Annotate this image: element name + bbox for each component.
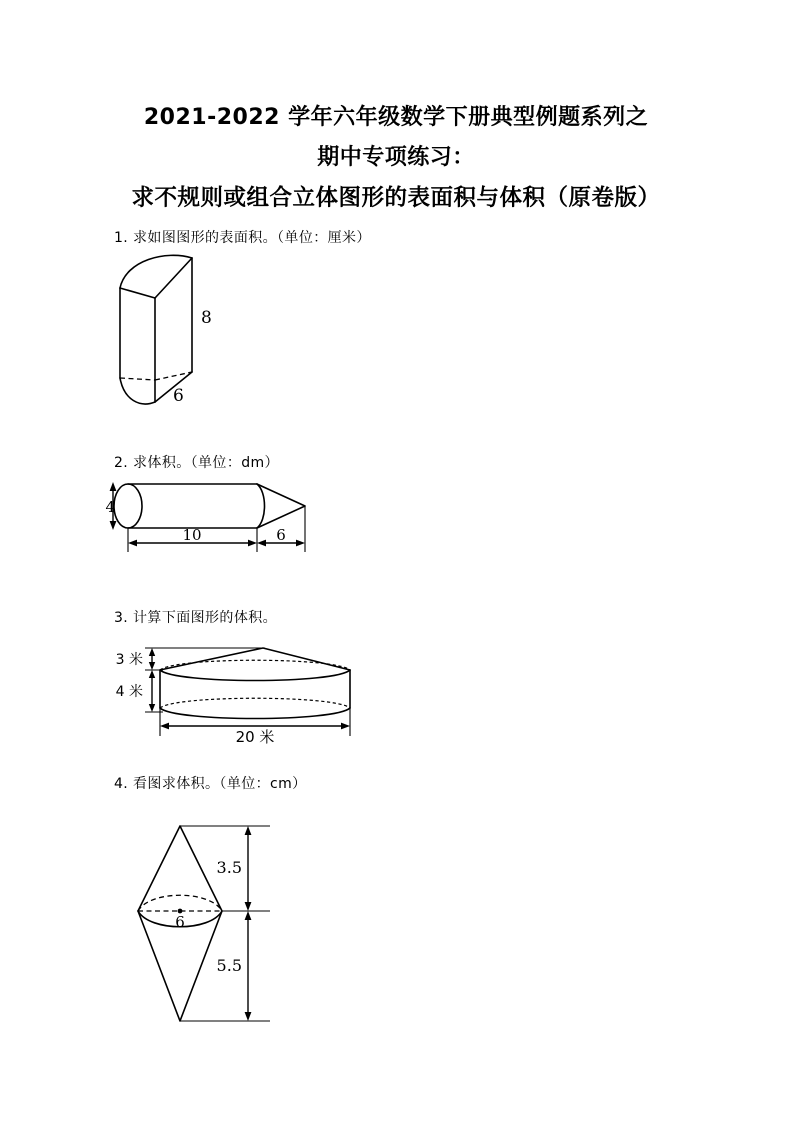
fig3-dim-4-arrow-down [149,704,155,712]
problem-4-number: 4. [114,776,129,792]
fig1-top-edge-left [120,288,155,298]
fig2-label-diameter: 4 [105,498,115,516]
fig2-cone-base-arc [257,484,265,528]
fig3-label-diameter: 20 米 [235,728,275,746]
fig4-dim-55-arrow-down [245,1012,252,1021]
fig3-dim-20-arrow-left [160,723,169,730]
figure-1-half-cylinder-wedge [100,250,280,425]
fig1-label-base: 6 [173,386,184,406]
fig4-dim-35-arrow-up [245,826,252,835]
problem-4-statement: 看图求体积。（单位：cm） [133,776,307,792]
problem-1-statement: 求如图图形的表面积。（单位：厘米） [133,230,371,246]
figure-3-drawing [105,640,375,745]
problem-4-prompt [114,774,307,794]
problem-3-prompt [114,608,277,628]
fig2-dim-6-arrow-left [257,540,266,547]
fig3-top-ellipse-back [160,660,350,670]
problem-1-prompt [114,228,371,248]
title-line-2: 期中专项练习： [317,145,475,170]
fig4-dim-35-arrow-down [245,902,252,911]
fig3-dim-3-arrow-down [149,662,155,670]
title-line-1: 2021-2022 学年六年级数学下册典型例题系列之 [143,105,649,130]
fig2-dim-6-arrow-right [296,540,305,547]
fig3-cone-sides [160,648,350,670]
fig3-dim-20-arrow-right [341,723,350,730]
figure-4-drawing [130,808,290,1043]
figure-4-double-cone [130,808,290,1043]
fig2-dim-10-arrow-left [128,540,137,547]
fig4-label-lower-height: 5.5 [216,956,242,975]
fig1-label-height: 8 [201,308,212,328]
fig3-bottom-ellipse-front [160,708,350,719]
figure-2-cylinder-cone [105,470,335,555]
fig1-bottom-arc [120,378,155,404]
figure-1-drawing [100,250,280,425]
fig2-dim-10-arrow-right [248,540,257,547]
fig4-dim-55-arrow-up [245,911,252,920]
fig4-label-upper-height: 3.5 [216,858,242,877]
fig1-bottom-hidden-edge [120,378,155,380]
figure-2-drawing [105,470,335,555]
fig3-bottom-ellipse-back [160,698,350,708]
fig3-label-cone-height: 3 米 [115,652,143,668]
fig2-label-cone-length: 6 [276,526,286,544]
fig2-dim-vert-arrow-up [110,482,117,491]
fig2-left-ellipse [114,484,142,528]
fig3-dim-4-arrow-up [149,670,155,678]
problem-3-statement: 计算下面图形的体积。 [133,610,278,626]
title-line-3: 求不规则或组合立体图形的表面积与体积（原卷版） [131,185,661,211]
fig3-label-cyl-height: 4 米 [115,684,143,700]
problem-2-number: 2. [114,455,129,471]
fig4-label-diameter: 6 [175,913,185,931]
fig3-dim-3-arrow-up [149,648,155,656]
page-title [96,98,696,218]
fig3-top-ellipse-front [160,670,350,681]
problem-2-statement: 求体积。（单位：dm） [133,455,279,471]
problem-1-number: 1. [114,230,129,246]
fig2-label-cyl-length: 10 [182,526,202,544]
problem-3-number: 3. [114,610,129,626]
fig1-top-arc [120,255,192,288]
fig2-dim-vert-arrow-down [110,521,117,530]
fig1-top-edge-right [155,258,192,298]
fig4-upper-cone-sides [138,826,222,911]
figure-3-cylinder-cone-top [105,640,375,745]
